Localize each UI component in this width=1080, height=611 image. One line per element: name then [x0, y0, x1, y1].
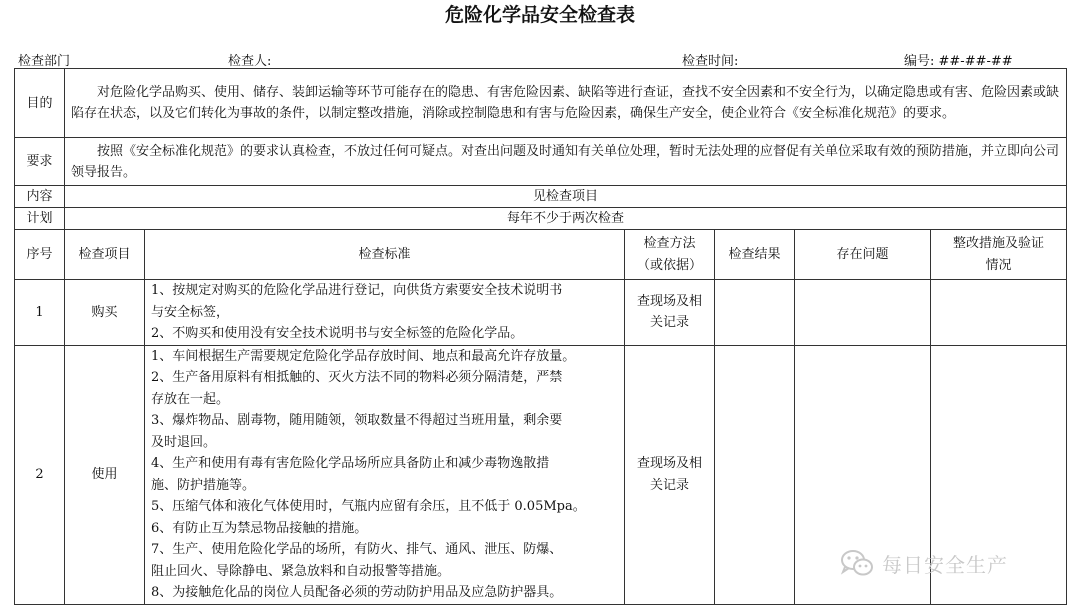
form-meta — [0, 48, 1080, 68]
row-standards — [145, 345, 625, 604]
standard-line: 与安全标签， — [151, 304, 230, 320]
requirement-label: 要求 — [15, 138, 65, 186]
requirement-text: 按照《安全标准化规范》的要求认真检查，不放过任何可疑点。对查出问题及时通知有关单位处理，暂时无法处理的应督促有关单位采取有效的预防措施，并立即向公司领导报告。 — [65, 138, 1067, 186]
plan-row — [15, 208, 1067, 230]
row-standards — [145, 280, 625, 346]
row-item: 使用 — [65, 345, 145, 604]
table-row — [15, 280, 1067, 346]
standard-line: 2、生产备用原料有相抵触的、灭火方法不同的物料必须分隔清楚，严禁 — [151, 370, 563, 385]
col-header-rect-line2: 情况 — [985, 257, 1012, 273]
row-method — [625, 280, 715, 346]
row-no: 2 — [15, 345, 65, 604]
col-header-result: 检查结果 — [715, 230, 795, 280]
number-label: 编号: ##-##-## — [904, 54, 1013, 69]
standard-line: 5、压缩气体和液化气体使用时，气瓶内应留有余压，且不低于 0.05Mpa。 — [151, 499, 586, 514]
watermark — [840, 546, 1008, 580]
row-method-line2: 关记录 — [649, 477, 689, 493]
standard-line: 6、有防止互为禁忌物品接触的措施。 — [151, 520, 368, 536]
col-header-item: 检查项目 — [65, 230, 145, 280]
standard-line: 1、按规定对购买的危险化学品进行登记，向供货方索要安全技术说明书 — [151, 283, 563, 298]
standard-line: 8、为接触危化品的岗位人员配备必须的劳动防护用品及应急防护器具。 — [151, 585, 563, 600]
purpose-label: 目的 — [15, 69, 65, 138]
requirement-row — [15, 138, 1067, 186]
time-label: 检查时间: — [682, 54, 739, 69]
col-header-no: 序号 — [15, 230, 65, 280]
col-header-rect-line1: 整改措施及验证 — [953, 236, 1045, 251]
standard-line: 2、不购买和使用没有安全技术说明书与安全标签的危险化学品。 — [151, 326, 524, 341]
row-result-cell[interactable] — [715, 345, 795, 604]
purpose-row — [15, 69, 1067, 138]
content-value: 见检查项目 — [65, 186, 1067, 208]
row-result-cell[interactable] — [715, 280, 795, 346]
page-title: 危险化学品安全检查表 — [444, 4, 635, 26]
col-header-rectification — [931, 230, 1067, 280]
row-method-line1: 查现场及相 — [636, 293, 702, 309]
row-rectification-cell[interactable] — [931, 280, 1067, 346]
column-header-row — [15, 230, 1067, 280]
department-label: 检查部门 — [18, 54, 71, 69]
standard-line: 阻止回火、导除静电、紧急放料和自动报警等措施。 — [151, 563, 451, 579]
col-header-standard: 检查标准 — [145, 230, 625, 280]
plan-value: 每年不少于两次检查 — [65, 208, 1067, 230]
standard-line: 及时退回。 — [151, 434, 217, 450]
row-method — [625, 345, 715, 604]
standard-line: 1、车间根据生产需要规定危险化学品存放时间、地点和最高允许存放量。 — [151, 348, 576, 364]
col-header-method-line1: 检查方法 — [643, 236, 696, 251]
standard-line: 施、防护措施等。 — [151, 477, 256, 493]
row-item: 购买 — [65, 280, 145, 346]
row-method-line1: 查现场及相 — [636, 456, 702, 471]
standard-line: 存放在一起。 — [151, 391, 230, 407]
content-label: 内容 — [15, 186, 65, 208]
inspector-label: 检查人: — [228, 54, 272, 69]
col-header-issues: 存在问题 — [795, 230, 931, 280]
standard-line: 4、生产和使用有毒有害危险化学品场所应具备防止和减少毒物逸散措 — [151, 456, 550, 471]
col-header-method-line2: （或依据） — [636, 257, 702, 273]
row-no: 1 — [15, 280, 65, 346]
watermark-text: 每日安全生产 — [882, 552, 1008, 577]
row-issues-cell[interactable] — [795, 280, 931, 346]
safety-check-table — [14, 68, 1067, 605]
content-row — [15, 186, 1067, 208]
purpose-text: 对危险化学品购买、使用、储存、装卸运输等环节可能存在的隐患、有害危险因素、缺陷等进行查证，查找不安全因素和不安全行为，以确定隐患或有害、危险因素或缺陷存在状态，以及它们转化为事故的条件，以制定整改措施，消除或控制隐患和有害与危险因素，确保生产安全，使企业符合《安全标准化规范》的要求。 — [65, 69, 1067, 138]
standard-line: 7、生产、使用危险化学品的场所，有防火、排气、通风、泄压、防爆、 — [151, 542, 563, 557]
standard-line: 3、爆炸物品、剧毒物，随用随领，领取数量不得超过当班用量，剩余要 — [151, 413, 563, 428]
row-method-line2: 关记录 — [649, 315, 689, 331]
wechat-icon — [840, 548, 874, 578]
col-header-method — [625, 230, 715, 280]
plan-label: 计划 — [15, 208, 65, 230]
